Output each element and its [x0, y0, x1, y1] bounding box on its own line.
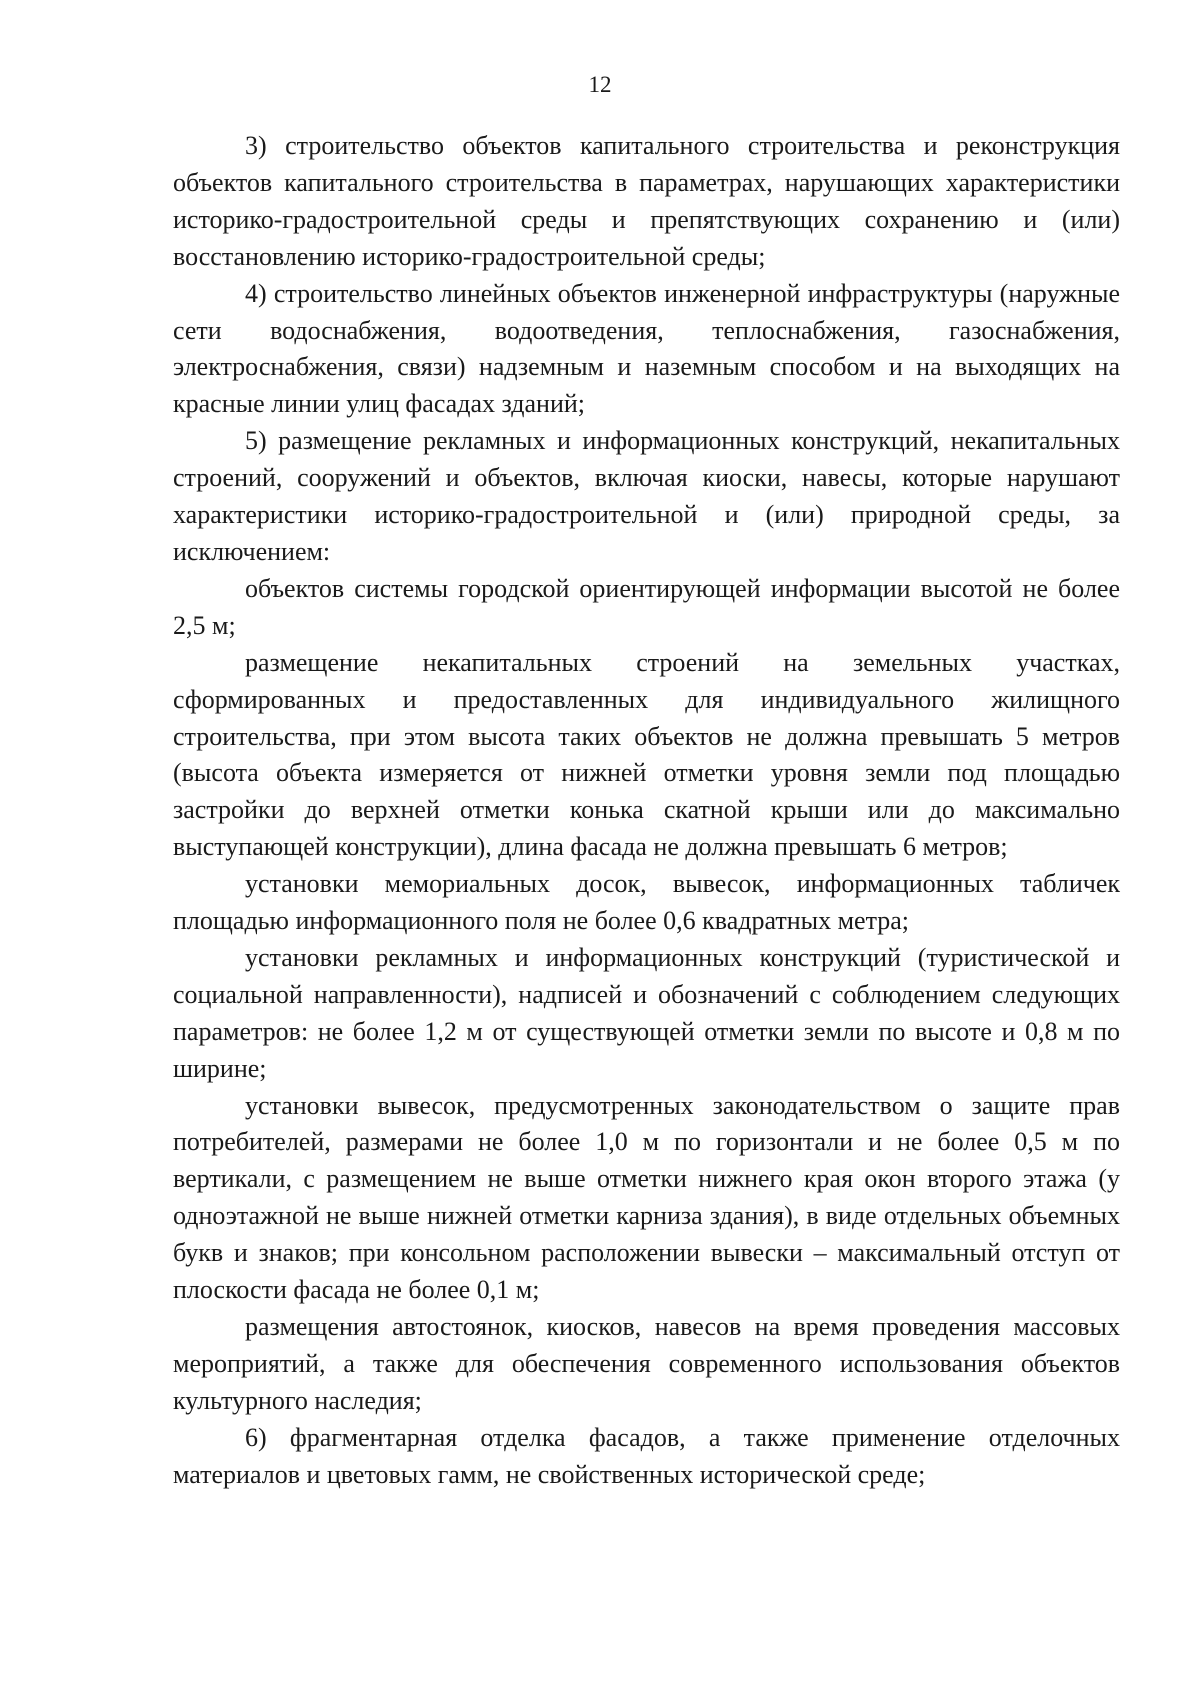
exception-orientation-info: объектов системы городской ориентирующей информации высотой не более 2,5 м;: [173, 573, 1120, 640]
exception-event-parking: размещения автостоянок, киосков, навесов на время проведения массовых мероприятий, а также для обеспечения современного использования объектов культурного наследия;: [173, 1312, 1120, 1415]
exception-signboards: установки вывесок, предусмотренных законодательством о защите прав потребителей, размерами не более 1,0 м по горизонтали и не более 0,5 м по вертикали, с размещением не выше отметки нижнего края окон второго этажа (у одноэтажной не выше нижней отметки карниза здания), в виде отдельных объемных букв и знаков; при консольном расположении вывески – максимальный отступ от плоскости фасада не более 0,1 м;: [173, 1090, 1120, 1305]
exception-memorial-plaques: установки мемориальных досок, вывесок, информационных табличек площадью информационного поля не более 0,6 квадратных метра;: [173, 869, 1120, 936]
paragraph-item-5: 5) размещение рекламных и информационных конструкций, некапитальных строений, сооружений и объектов, включая киоски, навесы, которые нарушают характеристики историко-градостроительной и (или) природной среды, за исключением:: [173, 426, 1120, 566]
document-body: [173, 128, 1120, 1494]
exception-non-capital-structures: размещение некапитальных строений на земельных участках, сформированных и предоставленных для индивидуального жилищного строительства, при этом высота таких объектов не должна превышать 5 метров (высота объекта измеряется от нижней отметки уровня земли под площадью застройки до верхней отметки конька скатной крыши или до максимально выступающей конструкции), длина фасада не должна превышать 6 метров;: [173, 647, 1120, 862]
exception-advertising-structures: установки рекламных и информационных конструкций (туристической и социальной направленности), надписей и обозначений с соблюдением следующих параметров: не более 1,2 м от существующей отметки земли по высоте и 0,8 м по ширине;: [173, 942, 1120, 1083]
paragraph-item-4: 4) строительство линейных объектов инженерной инфраструктуры (наружные сети водоснабжения, водоотведения, теплоснабжения, газоснабжения, электроснабжения, связи) надземным и наземным способом и на выходящих на красные линии улиц фасадах зданий;: [173, 278, 1120, 419]
paragraph-item-3: 3) строительство объектов капитального строительства и реконструкция объектов капитального строительства в параметрах, нарушающих характеристики историко-градостроительной среды и препятствующих сохранению и (или) восстановлению историко-градостроительной среды;: [173, 131, 1120, 271]
page-number: 12: [588, 72, 612, 97]
paragraph-item-6: 6) фрагментарная отделка фасадов, а также применение отделочных материалов и цветовых гамм, не свойственных исторической среде;: [173, 1422, 1120, 1489]
